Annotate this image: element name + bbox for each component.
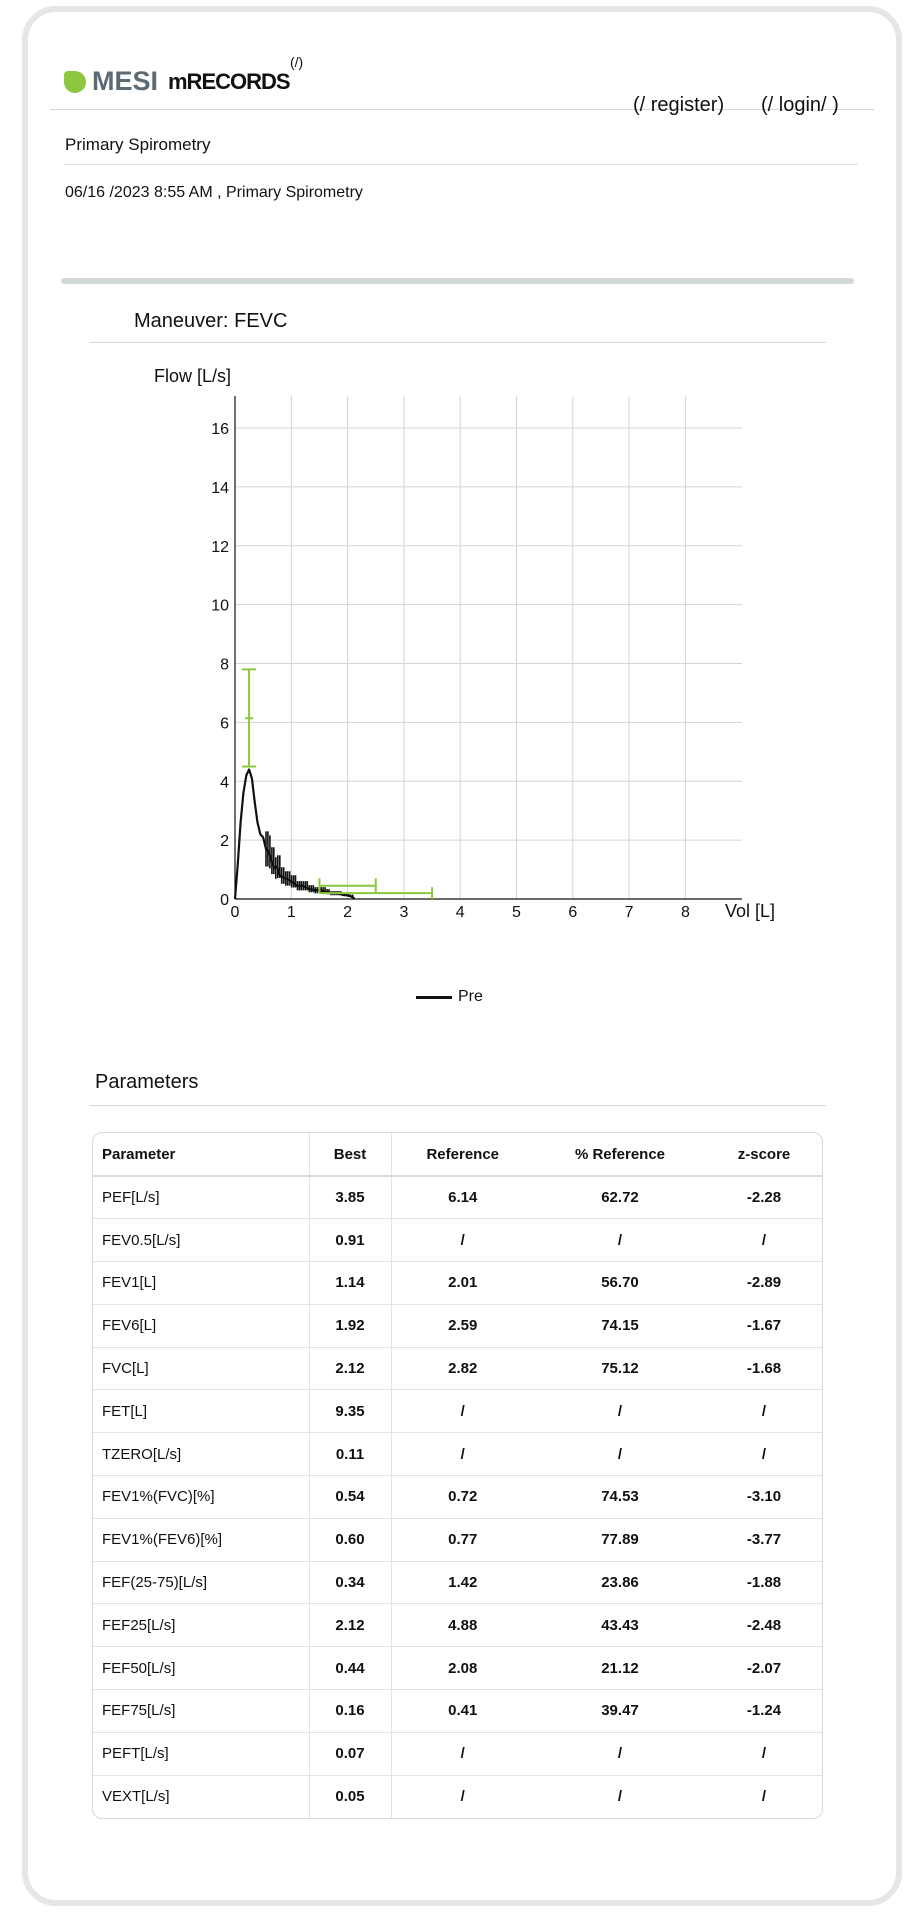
param-percent-reference: /	[534, 1219, 706, 1262]
param-best: 0.11	[309, 1433, 391, 1476]
param-z-score: -2.28	[746, 1189, 782, 1207]
param-reference: 2.08	[391, 1647, 534, 1690]
param-best: 1.14	[309, 1262, 391, 1305]
param-reference: 1.42	[391, 1561, 534, 1604]
param-best: 0.44	[309, 1647, 391, 1690]
flow-volume-chart	[0, 360, 920, 960]
y-tick-label: 0	[220, 892, 229, 909]
x-tick-label: 5	[512, 904, 521, 921]
home-link[interactable]: (/)	[290, 54, 304, 70]
param-best: 0.05	[309, 1775, 391, 1818]
param-name: FEF25[L/s]	[93, 1604, 309, 1647]
y-tick-label: 4	[220, 774, 229, 792]
x-tick-label: 1	[286, 904, 296, 921]
param-best: 0.16	[309, 1690, 391, 1733]
col-percent-reference: % Reference	[534, 1133, 706, 1176]
param-name: FEF75[L/s]	[93, 1690, 309, 1733]
col-best: Best	[309, 1133, 391, 1176]
param-reference: /	[391, 1219, 534, 1262]
chart-legend[interactable]	[416, 988, 483, 1006]
param-name: PEF[L/s]	[93, 1176, 309, 1219]
table-row	[93, 1219, 822, 1262]
table-row	[93, 1304, 822, 1347]
table-row	[93, 1347, 822, 1390]
param-z-score: -1.67	[706, 1304, 822, 1347]
param-z-score: -3.10	[706, 1476, 822, 1519]
table-header-row	[93, 1133, 822, 1176]
leaf-icon	[64, 71, 86, 93]
param-name: FEF50[L/s]	[93, 1647, 309, 1690]
param-name: FEV1%(FVC)[%]	[93, 1476, 309, 1519]
login-link[interactable]: (/ login/ )	[761, 94, 839, 116]
param-name: TZERO[L/s]	[93, 1433, 309, 1476]
x-tick-label: 0	[230, 904, 240, 921]
param-percent-reference: /	[534, 1732, 706, 1775]
x-tick-label: 6	[568, 904, 578, 921]
param-reference: /	[391, 1433, 534, 1476]
table-row	[93, 1690, 822, 1733]
table-row	[93, 1390, 822, 1433]
param-z-score: /	[706, 1732, 822, 1775]
col-reference: Reference	[391, 1133, 534, 1176]
param-name: PEFT[L/s]	[93, 1732, 309, 1775]
param-name: FVC[L]	[93, 1347, 309, 1390]
param-best: 2.12	[309, 1347, 391, 1390]
param-best: 0.60	[309, 1518, 391, 1561]
col-z-score: z-score	[706, 1133, 822, 1176]
param-z-score: -2.48	[706, 1604, 822, 1647]
x-tick-label: 8	[680, 904, 690, 921]
table-row	[93, 1647, 822, 1690]
series-noise-pre	[266, 831, 353, 897]
param-reference: /	[391, 1775, 534, 1818]
param-percent-reference: 74.53	[534, 1476, 706, 1519]
x-tick-label: 2	[343, 904, 353, 921]
logo-text: MESI	[92, 66, 159, 96]
param-best: 0.07	[309, 1732, 391, 1775]
parameters-divider	[90, 1105, 826, 1106]
param-reference: /	[391, 1390, 534, 1433]
param-name: FEF(25-75)[L/s]	[93, 1561, 309, 1604]
param-reference: 4.88	[391, 1604, 534, 1647]
param-reference: 2.59	[391, 1304, 534, 1347]
y-tick-label: 6	[220, 715, 229, 733]
param-name: FET[L]	[93, 1390, 309, 1433]
col-parameter: Parameter	[93, 1133, 309, 1176]
param-percent-reference: 21.12	[534, 1647, 706, 1690]
x-tick-label: 3	[399, 904, 409, 921]
param-z-score: -2.89	[706, 1262, 822, 1305]
param-reference: 0.77	[391, 1518, 534, 1561]
param-name: VEXT[L/s]	[93, 1775, 309, 1818]
table-row	[93, 1262, 822, 1305]
x-tick-label: 4	[455, 904, 465, 921]
table-row	[93, 1561, 822, 1604]
param-reference: 0.72	[391, 1476, 534, 1519]
breadcrumb-divider	[64, 164, 858, 165]
section-divider	[61, 278, 854, 284]
y-tick-label: 2	[220, 833, 229, 851]
param-z-score: -1.68	[706, 1347, 822, 1390]
param-name: FEV1[L]	[93, 1262, 309, 1305]
nav-divider	[50, 109, 874, 110]
table-row	[93, 1604, 822, 1647]
y-tick-label: 10	[211, 597, 229, 615]
param-best: 9.35	[309, 1390, 391, 1433]
param-name: FEV1%(FEV6)[%]	[93, 1518, 309, 1561]
param-percent-reference: 74.15	[534, 1304, 706, 1347]
param-percent-reference: 56.70	[534, 1262, 706, 1305]
param-best: 0.54	[309, 1476, 391, 1519]
y-axis-label: Flow [L/s]	[154, 366, 232, 386]
param-z-score: -2.07	[706, 1647, 822, 1690]
table-row	[93, 1433, 822, 1476]
table-row	[93, 1732, 822, 1775]
table-row	[93, 1775, 822, 1818]
table-row	[93, 1518, 822, 1561]
maneuver-label: Maneuver:	[134, 310, 229, 332]
y-tick-label: 14	[211, 479, 229, 497]
x-tick-label: 7	[624, 904, 634, 921]
param-name: FEV6[L]	[93, 1304, 309, 1347]
param-z-score: /	[706, 1775, 822, 1818]
parameters-title: Parameters	[95, 1071, 199, 1093]
param-best: 2.12	[309, 1604, 391, 1647]
param-reference: 0.41	[391, 1690, 534, 1733]
x-axis-label: Vol [L]	[725, 901, 776, 921]
param-best: 1.92	[309, 1304, 391, 1347]
param-reference: 2.82	[391, 1347, 534, 1390]
param-best: 0.91	[309, 1219, 391, 1262]
exam-label: 06/16 /2023 8:55 AM , Primary Spirometry	[65, 184, 363, 201]
param-percent-reference: 77.89	[534, 1518, 706, 1561]
brand-title: mRECORDS	[168, 69, 290, 94]
param-best: 3.85	[309, 1176, 391, 1219]
legend-swatch-pre	[416, 996, 452, 999]
maneuver-heading	[134, 310, 287, 333]
y-tick-label: 16	[211, 421, 229, 438]
mesi-logo[interactable]	[64, 66, 158, 97]
parameters-table	[92, 1132, 823, 1819]
param-z-score: -3.77	[706, 1518, 822, 1561]
legend-label-pre: Pre	[458, 988, 483, 1005]
param-reference: 6.14	[448, 1189, 478, 1207]
breadcrumb[interactable]: Primary Spirometry	[65, 135, 211, 154]
param-z-score: /	[706, 1219, 822, 1262]
param-z-score: /	[706, 1433, 822, 1476]
param-percent-reference: 62.72	[601, 1189, 639, 1207]
table-row	[93, 1476, 822, 1519]
param-best: 0.34	[309, 1561, 391, 1604]
param-name: FEV0.5[L/s]	[93, 1219, 309, 1262]
register-link[interactable]: (/ register)	[633, 94, 725, 116]
table-row	[93, 1176, 822, 1219]
param-z-score: -1.24	[706, 1690, 822, 1733]
y-tick-label: 8	[220, 656, 229, 674]
param-z-score: /	[706, 1390, 822, 1433]
param-percent-reference: /	[534, 1775, 706, 1818]
maneuver-value: FEVC	[234, 310, 288, 332]
param-percent-reference: /	[534, 1433, 706, 1476]
param-percent-reference: 75.12	[534, 1347, 706, 1390]
param-percent-reference: 43.43	[534, 1604, 706, 1647]
param-reference: 2.01	[391, 1262, 534, 1305]
param-percent-reference: 23.86	[534, 1561, 706, 1604]
param-percent-reference: 39.47	[534, 1690, 706, 1733]
param-percent-reference: /	[534, 1390, 706, 1433]
maneuver-divider	[90, 342, 826, 343]
param-reference: /	[391, 1732, 534, 1775]
y-tick-label: 12	[211, 538, 229, 556]
param-z-score: -1.88	[706, 1561, 822, 1604]
